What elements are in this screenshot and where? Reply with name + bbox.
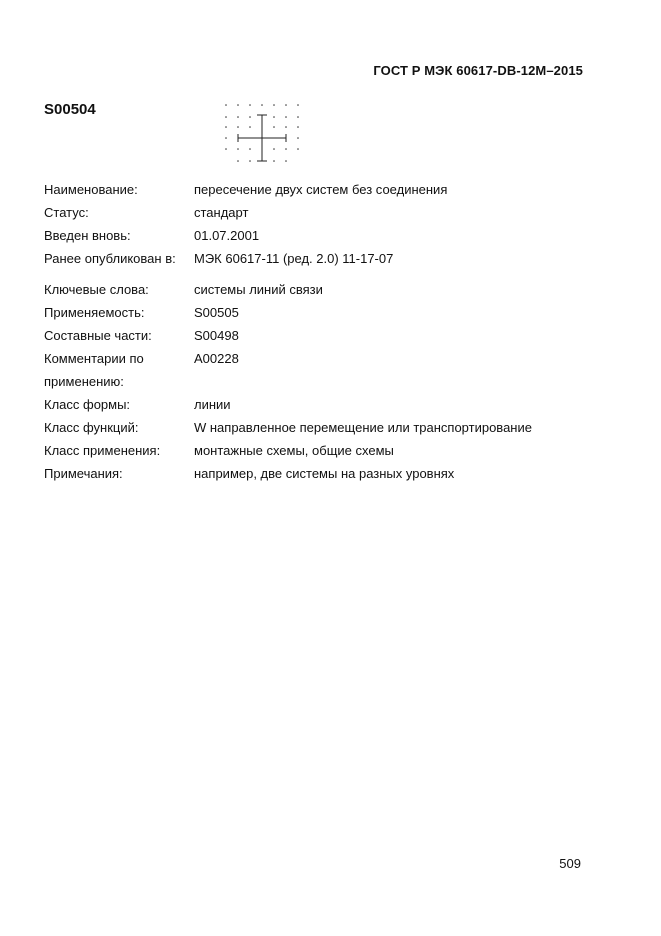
- field-value: S00498: [194, 328, 239, 343]
- field-label: Класс применения:: [44, 443, 161, 458]
- field-row: [44, 439, 604, 462]
- field-label: Класс функций:: [44, 420, 139, 435]
- field-row: [44, 393, 604, 416]
- field-label: Комментарии по: [44, 351, 144, 366]
- field-row: [44, 416, 604, 439]
- field-value: МЭК 60617-11 (ред. 2.0) 11-17-07: [194, 251, 394, 266]
- field-value: пересечение двух систем без соединения: [194, 182, 448, 197]
- field-label: Составные части:: [44, 328, 152, 343]
- field-label: Статус:: [44, 205, 89, 220]
- field-label: применению:: [44, 374, 124, 389]
- field-row: [44, 462, 604, 485]
- field-value: W направленное перемещение или транспортирование: [194, 420, 532, 435]
- field-row: [44, 347, 604, 370]
- field-value: A00228: [194, 351, 239, 366]
- field-label: Примечания:: [44, 466, 123, 481]
- crossing-lines-no-connection-icon: [222, 101, 302, 165]
- field-value: [194, 370, 604, 393]
- field-label: Применяемость:: [44, 305, 145, 320]
- field-row: [44, 370, 604, 393]
- page-number: 509: [559, 856, 581, 871]
- field-row: [44, 201, 604, 224]
- symbol-code: S00504: [44, 101, 96, 118]
- field-label: Наименование:: [44, 182, 138, 197]
- field-label: Ключевые слова:: [44, 282, 149, 297]
- field-label: Ранее опубликован в:: [44, 251, 176, 266]
- field-value: S00505: [194, 305, 239, 320]
- field-value: монтажные схемы, общие схемы: [194, 443, 394, 458]
- field-row: [44, 224, 604, 247]
- document-header: ГОСТ Р МЭК 60617-DB-12M–2015: [373, 63, 583, 78]
- field-row: [44, 301, 604, 324]
- field-value: линии: [194, 397, 231, 412]
- field-row: [44, 278, 604, 301]
- field-row: [44, 324, 604, 347]
- field-row: [44, 178, 604, 201]
- symbol-properties: [44, 178, 604, 485]
- field-label: Класс формы:: [44, 397, 131, 412]
- field-value: системы линий связи: [194, 282, 323, 297]
- field-value: стандарт: [194, 205, 249, 220]
- field-row: [44, 247, 604, 270]
- field-value: 01.07.2001: [194, 228, 260, 243]
- field-value: например, две системы на разных уровнях: [194, 466, 455, 481]
- field-label: Введен вновь:: [44, 228, 131, 243]
